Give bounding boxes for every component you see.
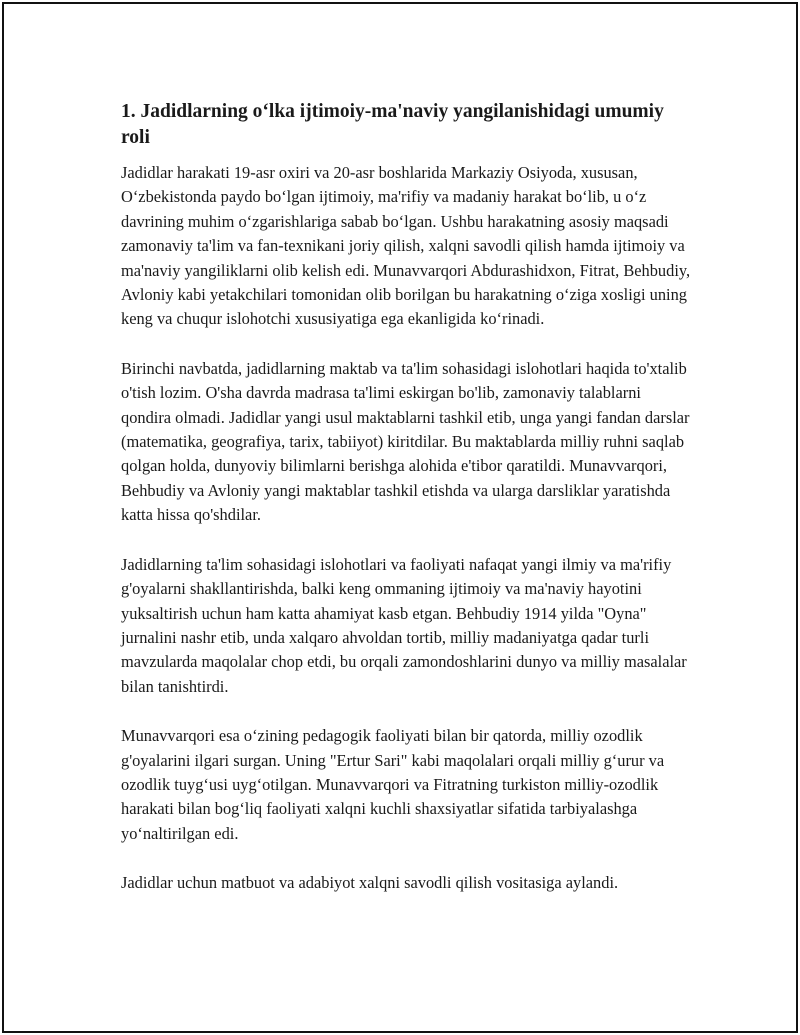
page-frame bbox=[2, 2, 798, 1033]
paragraph-5: Jadidlar uchun matbuot va adabiyot xalqni savodli qilish vositasiga aylandi. bbox=[121, 873, 619, 893]
paragraph-2: Birinchi navbatda, jadidlarning maktab va ta'lim sohasidagi islohotlari haqida to'xtalib o'tish lozim. O'sha davrda madrasa ta'limi eskirgan bo'lib, zamonaviy talablarni qondira olmadi. Jadidlar yangi usul maktablarni tashkil etib, unga yangi fandan darslar (matematika, geografiya, tarix, tabiiyot) kiritdilar. Bu maktablarda milliy ruhni saqlab qolgan holda, dunyoviy bilimlarni berishga alohida e'tibor qaratildi. Munavvarqori, Behbudiy va Avloniy yangi maktablar tashkil etishda va ularga darsliklar yaratishda katta hissa qo'shdilar. bbox=[121, 358, 690, 525]
document-body bbox=[121, 99, 691, 921]
paragraph-3: Jadidlarning ta'lim sohasidagi islohotlari va faoliyati nafaqat yangi ilmiy va ma'rifiy g'oyalarni shakllantirishda, balki keng ommaning ijtimoiy va ma'naviy hayotini yuksaltirish uchun ham katta ahamiyat kasb etgan. Behbudiy 1914 yilda "Oyna" jurnalini nashr etib, unda xalqaro ahvoldan tortib, milliy madaniyatga qadar turli mavzularda maqolalar chop etdi, bu orqali zamondoshlarini dunyo va milliy masalalar bilan tanishtirdi. bbox=[121, 554, 687, 696]
paragraph-1: Jadidlar harakati 19-asr oxiri va 20-asr boshlarida Markaziy Osiyoda, xususan, O‘zbekistonda paydo bo‘lgan ijtimoiy, ma'rifiy va madaniy harakat bo‘lib, u o‘z davrining muhim o‘zgarishlariga sabab bo‘lgan. Ushbu harakatning asosiy maqsadi zamonaviy ta'lim va fan-texnikani joriy qilish, xalqni savodli qilish hamda ijtimoiy va ma'naviy yangiliklarni olib kelish edi. Munavvarqori Abdurashidxon, Fitrat, Behbudiy, Avloniy kabi yetakchilari tomonidan olib borilgan bu harakatning o‘ziga xosligi uning keng va chuqur islohotchi xususiyatiga ega ekanligida ko‘rinadi. bbox=[121, 163, 691, 329]
paragraph-4: Munavvarqori esa o‘zining pedagogik faoliyati bilan bir qatorda, milliy ozodlik g'oyalarini ilgari surgan. Uning "Ertur Sari" kabi maqolalari orqali milliy g‘urur va ozodlik tuyg‘usi uyg‘otilgan. Munavvarqori va Fitratning turkiston milliy-ozodlik harakati bilan bog‘liq faoliyati xalqni kuchli shaxsiyatlar sifatida tarbiyalashga yo‘naltirilgan edi. bbox=[121, 726, 665, 843]
section-heading: 1. Jadidlarning o‘lka ijtimoiy-ma'naviy yangilanishidagi umumiy roli bbox=[121, 101, 664, 148]
